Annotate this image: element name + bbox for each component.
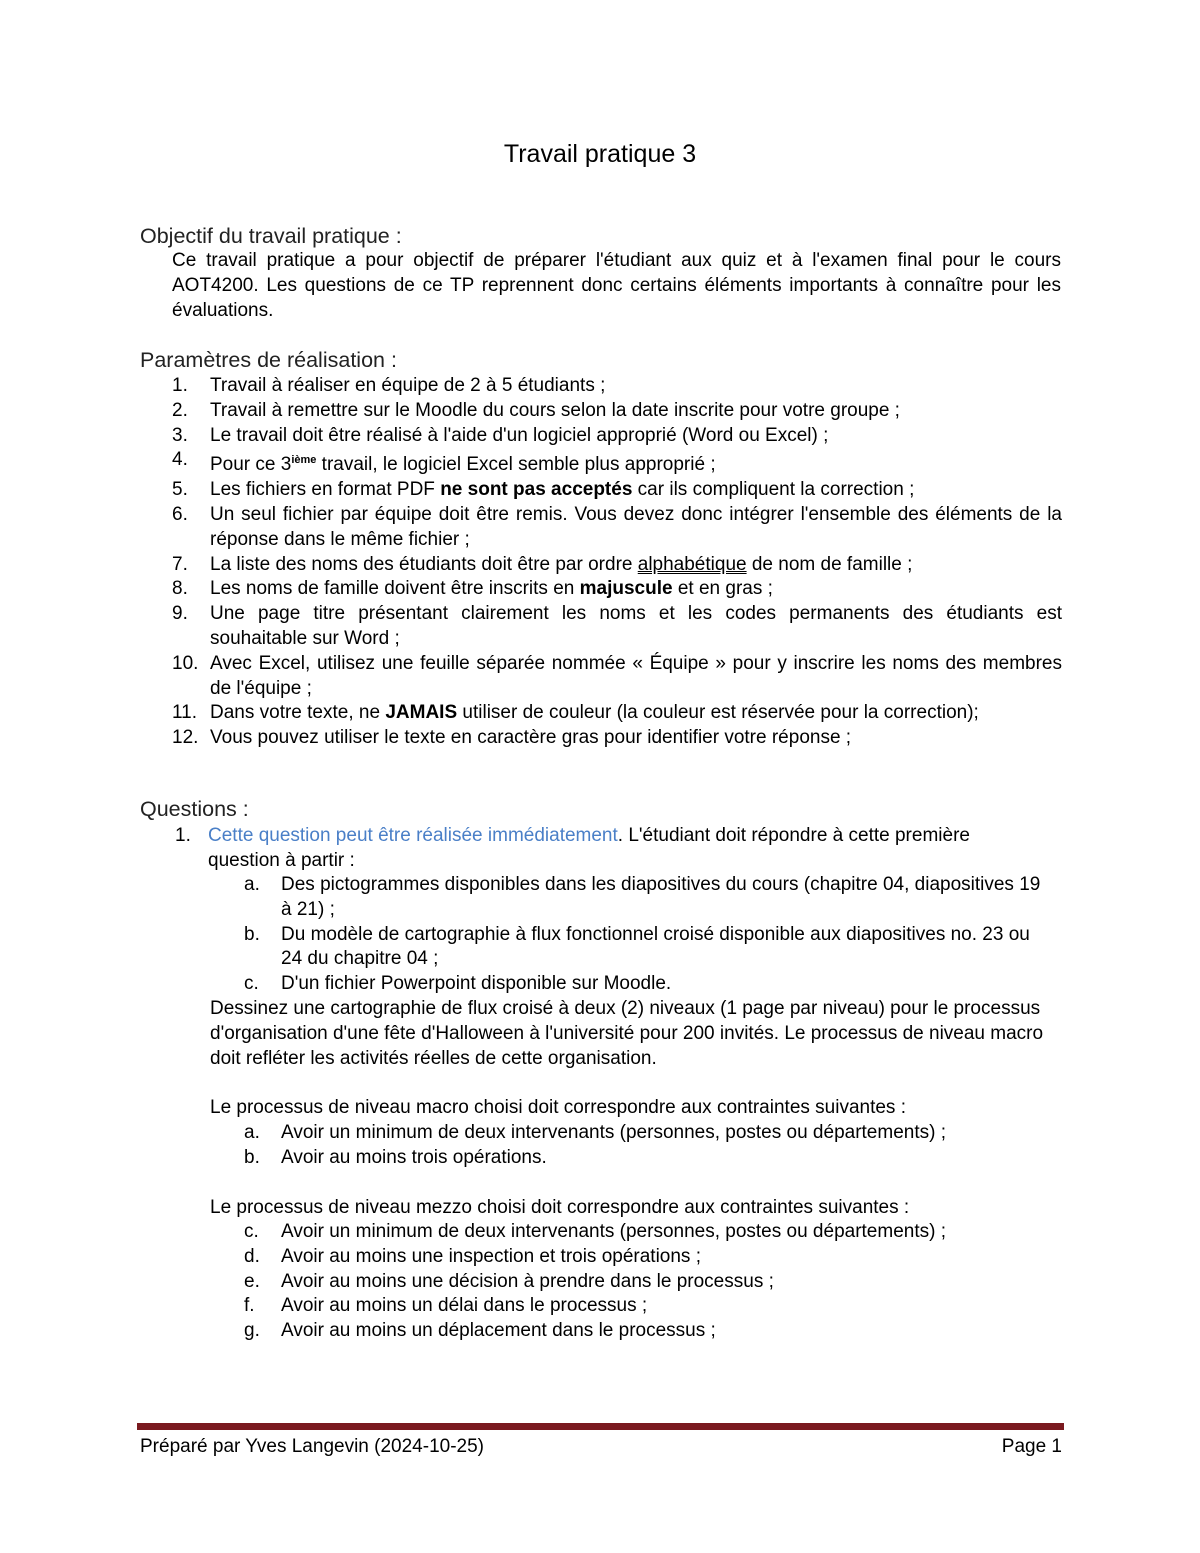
list-item: e. Avoir au moins une décision à prendre dans le processus ; [244,1270,774,1292]
list-item: 12. Vous pouvez utiliser le texte en caractère gras pour identifier votre réponse ; [172,727,852,749]
list-item: g. Avoir au moins un déplacement dans le processus ; [244,1320,716,1342]
list-item: c. D'un fichier Powerpoint disponible sur Moodle. [244,973,672,995]
instructions-text: Dessinez une cartographie de flux croisé à deux (2) niveaux (1 page par niveau) pour le processus d'organisation d'une fête d'Halloween à l'université pour 200 invités. Le processus de niveau macro doit refléter les activités réelles de cette organisation. [210,998,1044,1069]
list-item: 7. La liste des noms des étudiants doit être par ordre alphabétique de nom de famille ; [172,553,913,575]
list-item: b. Avoir au moins trois opérations. [244,1146,547,1168]
params-heading: Paramètres de réalisation : [140,348,397,372]
macro-list [244,1121,1051,1171]
list-item: 11. Dans votre texte, ne JAMAIS utiliser de couleur (la couleur est réservée pour la correction); [172,702,979,724]
list-item: 2. Travail à remettre sur le Moodle du cours selon la date inscrite pour votre groupe ; [172,399,900,421]
macro-intro: Le processus de niveau macro choisi doit correspondre aux contraintes suivantes : [210,1097,906,1118]
list-item: 10. Avec Excel, utilisez une feuille séparée nommée « Équipe » pour y inscrire les noms des membres de l'équipe ; [172,652,1062,699]
sources-list [244,873,1051,997]
list-item: 8. Les noms de famille doivent être inscrits en majuscule et en gras ; [172,578,773,600]
question-1-text: Cette question peut être réalisée immédiatement. L'étudiant doit répondre à cette première question à partir : [208,825,970,871]
mezzo-intro: Le processus de niveau mezzo choisi doit correspondre aux contraintes suivantes : [210,1197,910,1218]
list-item: 5. Les fichiers en format PDF ne sont pas acceptés car ils compliquent la correction ; [172,479,915,501]
list-item: f. Avoir au moins un délai dans le processus ; [244,1295,648,1317]
list-item: b. Du modèle de cartographie à flux fonctionnel croisé disponible aux diapositives no. 23 ou 24 du chapitre 04 ; [244,923,1030,970]
list-item: 9. Une page titre présentant clairement les noms et les codes permanents des étudiants est souhaitable sur Word ; [172,603,1062,649]
page-title: Travail pratique 3 [503,140,697,168]
list-item: 1. Travail à réaliser en équipe de 2 à 5 étudiants ; [172,375,606,396]
questions-heading: Questions : [140,797,249,821]
objective-heading: Objectif du travail pratique : [140,224,402,248]
list-item: 4. Pour ce 3ième travail, le logiciel Excel semble plus approprié ; [172,449,716,476]
list-item: a. Avoir un minimum de deux intervenants (personnes, postes ou départements) ; [244,1122,946,1143]
question-number: 1. [175,825,191,846]
list-item: d. Avoir au moins une inspection et trois opérations ; [244,1245,701,1267]
list-item: a. Des pictogrammes disponibles dans les diapositives du cours (chapitre 04, diapositives 19 à 21) ; [244,874,1041,920]
footer-divider [137,1423,1064,1430]
list-item: 6. Un seul fichier par équipe doit être remis. Vous devez donc intégrer l'ensemble des éléments de la réponse dans le même fichier ; [172,503,1062,550]
page-number: Page 1 [1001,1436,1062,1457]
footer-author: Préparé par Yves Langevin (2024-10-25) [140,1436,484,1457]
mezzo-list [244,1220,1051,1344]
list-item: 3. Le travail doit être réalisé à l'aide d'un logiciel approprié (Word ou Excel) ; [172,424,829,446]
params-list [172,374,1062,751]
objective-text: Ce travail pratique a pour objectif de préparer l'étudiant aux quiz et à l'examen final pour le cours AOT4200. Les questions de ce TP reprennent donc certains éléments importants à connaître pour les évaluations. [172,250,1061,321]
list-item: c. Avoir un minimum de deux intervenants (personnes, postes ou départements) ; [244,1221,946,1242]
highlight-text: Cette question peut être réalisée immédiatement [208,825,618,846]
